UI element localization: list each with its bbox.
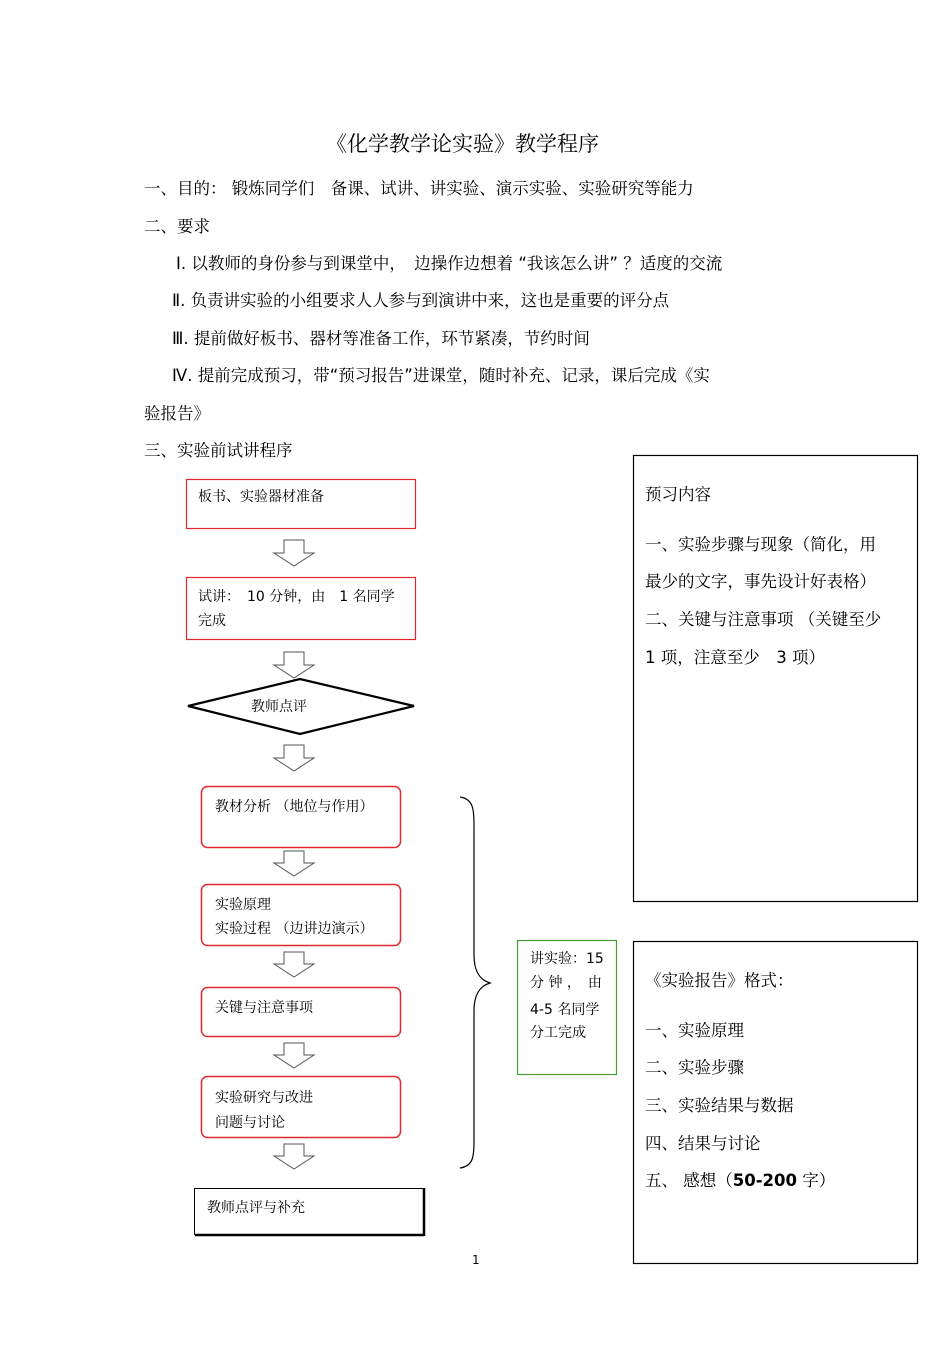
section-procedure: 三、实验前试讲程序	[144, 441, 293, 460]
preview-item2-line1: 二、关键与注意事项 （关键至少	[645, 610, 882, 629]
preview-item1-line2: 最少的文字，事先设计好表格）	[645, 572, 876, 591]
report-heading: 《实验报告》格式：	[645, 971, 794, 990]
arrows	[274, 540, 314, 1169]
step5-label-line1: 实验原理	[215, 897, 271, 913]
requirement-1: Ⅰ. 以教师的身份参与到课堂中， 边操作边想着 “我该怎么讲” ？适度的交流	[176, 254, 723, 273]
page-title: 《化学教学论实验》教学程序	[326, 132, 599, 156]
step6-label: 关键与注意事项	[215, 1000, 313, 1016]
report-item5-range: 50-200	[732, 1171, 798, 1190]
requirement-2: Ⅱ. 负责讲实验的小组要求人人参与到演讲中来，这也是重要的评分点	[172, 291, 670, 310]
report-item5	[645, 1167, 835, 1191]
group-brace	[460, 797, 490, 1168]
preview-heading: 预习内容	[645, 485, 711, 504]
report-item4: 四、结果与讨论	[645, 1134, 761, 1153]
arrow-2	[274, 652, 314, 678]
step2-label-line1: 试讲： 10 分钟，由 1 名同学	[198, 589, 395, 605]
group-label-line2: 分 钟 ， 由	[530, 975, 602, 991]
group-label-line4: 分工完成	[530, 1025, 586, 1041]
preview-box	[634, 456, 918, 902]
report-item5-prefix: 五、 感想（	[645, 1171, 733, 1190]
report-item2: 二、实验步骤	[645, 1058, 744, 1077]
requirement-4-cont: 验报告》	[144, 404, 210, 423]
arrow-4	[274, 851, 314, 876]
report-item3: 三、实验结果与数据	[645, 1096, 794, 1115]
preview-item2-line2: 1 项，注意至少 3 项）	[645, 648, 825, 667]
group-label-line3: 4-5 名同学	[530, 1002, 600, 1018]
step7-label-line2: 问题与讨论	[215, 1115, 285, 1131]
requirement-3: Ⅲ. 提前做好板书、器材等准备工作，环节紧凑，节约时间	[172, 329, 590, 348]
arrow-1	[274, 540, 314, 566]
report-item5-suffix: 字）	[797, 1171, 836, 1190]
step2-label-line2: 完成	[198, 613, 226, 629]
group-label-line1: 讲实验：15	[530, 951, 604, 967]
requirement-4: Ⅳ. 提前完成预习，带“预习报告”进课堂，随时补充、记录，课后完成《实	[172, 366, 710, 385]
step5-label-line2: 实验过程 （边讲边演示）	[215, 921, 374, 937]
page-number: 1	[472, 1253, 480, 1267]
arrow-7	[274, 1144, 314, 1169]
arrow-6	[274, 1043, 314, 1068]
step7-label-line1: 实验研究与改进	[215, 1090, 313, 1106]
section-requirements: 二、要求	[144, 217, 210, 236]
step3-label: 教师点评	[251, 699, 307, 715]
report-item1: 一、实验原理	[645, 1021, 744, 1040]
step4-label: 教材分析 （地位与作用）	[215, 799, 374, 815]
step8-label: 教师点评与补充	[207, 1200, 305, 1216]
section-purpose: 一、目的： 锻炼同学们 备课、试讲、讲实验、演示实验、实验研究等能力	[144, 179, 694, 198]
arrow-3	[274, 745, 314, 771]
step1-label: 板书、实验器材准备	[198, 489, 324, 505]
preview-item1-line1: 一、实验步骤与现象（简化，用	[645, 535, 876, 554]
arrow-5	[274, 952, 314, 977]
